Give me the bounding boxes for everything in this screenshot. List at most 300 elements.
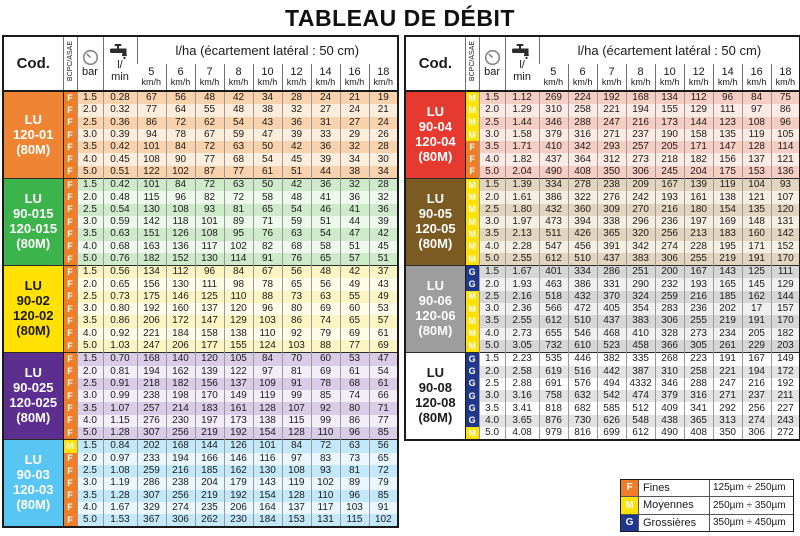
flow-value-cell: 68 xyxy=(282,241,311,253)
lmin-header xyxy=(103,36,137,91)
flow-value-cell: 86 xyxy=(340,415,369,427)
flow-value-cell: 335 xyxy=(626,353,655,366)
flow-value-cell: 230 xyxy=(224,514,253,527)
speed-unit: km/h xyxy=(746,77,767,88)
flow-value-cell: 191 xyxy=(742,253,771,266)
flow-value-cell: 65 xyxy=(253,204,282,216)
droplet-size-badge: F xyxy=(63,502,77,514)
flow-value-cell: 512 xyxy=(626,402,655,414)
flow-value-cell: 92 xyxy=(311,402,340,414)
flow-value-cell: 346 xyxy=(655,378,684,390)
speed-header xyxy=(771,64,800,91)
flow-value-cell: 192 xyxy=(597,91,626,104)
flow-value-cell: 139 xyxy=(195,366,224,378)
flow-value-cell: 27 xyxy=(340,117,369,129)
flow-value-cell: 270 xyxy=(626,204,655,216)
lmin-cell: 0.63 xyxy=(103,228,137,240)
flow-value-cell: 247 xyxy=(713,378,742,390)
flow-value-cell: 114 xyxy=(224,253,253,266)
flow-value-cell: 218 xyxy=(655,153,684,165)
flow-value-cell: 78 xyxy=(311,378,340,390)
flow-value-cell: 391 xyxy=(597,241,626,253)
flow-value-cell: 97 xyxy=(742,104,771,116)
flow-value-cell: 331 xyxy=(597,278,626,290)
droplet-size-badge: F xyxy=(63,353,77,366)
droplet-size-badge: F xyxy=(63,366,77,378)
flow-value-cell: 155 xyxy=(224,340,253,353)
flow-value-cell: 206 xyxy=(166,340,195,353)
flow-value-cell: 68 xyxy=(340,378,369,390)
flow-value-cell: 341 xyxy=(684,402,713,414)
flow-value-cell: 114 xyxy=(771,141,800,153)
flow-value-cell: 154 xyxy=(713,204,742,216)
speed-header xyxy=(137,64,166,91)
lmin-cell: 1.03 xyxy=(103,340,137,353)
flow-value-cell: 437 xyxy=(597,315,626,327)
flow-value-cell: 163 xyxy=(137,241,166,253)
lmin-label: l/ min xyxy=(111,58,129,83)
droplet-size-badge: F xyxy=(63,477,77,489)
flow-value-cell: 122 xyxy=(224,366,253,378)
flow-value-cell: 194 xyxy=(742,366,771,378)
lmin-cell: 1.29 xyxy=(505,104,539,116)
flow-value-cell: 116 xyxy=(253,453,282,465)
flow-value-cell: 63 xyxy=(311,291,340,303)
lmin-cell: 0.42 xyxy=(103,141,137,153)
flow-value-cell: 238 xyxy=(166,477,195,489)
pressure-cell: 2.0 xyxy=(479,104,505,116)
flow-value-cell: 365 xyxy=(597,228,626,240)
flow-value-cell: 383 xyxy=(626,315,655,327)
flow-value-cell: 173 xyxy=(655,117,684,129)
flow-value-cell: 45 xyxy=(369,241,398,253)
pressure-cell: 2.5 xyxy=(77,291,103,303)
lmin-cell: 4.08 xyxy=(505,427,539,440)
flow-value-cell: 77 xyxy=(195,153,224,165)
flow-value-cell: 316 xyxy=(684,390,713,402)
flow-value-cell: 84 xyxy=(742,91,771,104)
flow-value-cell: 121 xyxy=(742,191,771,203)
flow-value-cell: 818 xyxy=(539,402,568,414)
flow-value-cell: 28 xyxy=(369,179,398,192)
nozzle-code-label: LU 90-02 120-02 (80M) xyxy=(3,266,63,353)
flow-value-cell: 206 xyxy=(137,315,166,327)
droplet-size-badge: G xyxy=(465,266,479,279)
flow-value-cell: 387 xyxy=(626,366,655,378)
flow-value-cell: 166 xyxy=(195,453,224,465)
flow-value-cell: 151 xyxy=(137,228,166,240)
flow-value-cell: 146 xyxy=(166,291,195,303)
flow-value-cell: 494 xyxy=(597,378,626,390)
pressure-cell: 4.0 xyxy=(479,415,505,427)
flow-value-cell: 306 xyxy=(166,514,195,527)
flow-value-cell: 126 xyxy=(224,440,253,453)
flow-value-cell: 58 xyxy=(253,191,282,203)
flow-value-cell: 95 xyxy=(224,228,253,240)
flow-value-cell: 255 xyxy=(684,315,713,327)
nozzle-code-label: LU 90-04 120-04 (80M) xyxy=(405,91,465,179)
pressure-cell: 1.5 xyxy=(479,179,505,192)
flow-value-cell: 82 xyxy=(253,241,282,253)
flow-value-cell: 91 xyxy=(282,378,311,390)
flow-value-cell: 158 xyxy=(684,129,713,141)
flow-value-cell: 243 xyxy=(771,415,800,427)
pressure-cell: 4.0 xyxy=(77,502,103,514)
flow-value-cell: 137 xyxy=(742,153,771,165)
speed-header xyxy=(311,64,340,91)
flow-value-cell: 223 xyxy=(684,353,713,366)
flow-value-cell: 103 xyxy=(282,340,311,353)
lmin-cell: 1.19 xyxy=(103,477,137,489)
nozzle-code-label: LU 90-06 120-06 (80M) xyxy=(405,266,465,353)
flow-value-cell: 36 xyxy=(369,204,398,216)
flow-value-cell: 271 xyxy=(713,390,742,402)
pressure-cell: 3.5 xyxy=(77,141,103,153)
flow-value-cell: 124 xyxy=(253,340,282,353)
flow-value-cell: 117 xyxy=(311,502,340,514)
flow-value-cell: 55 xyxy=(195,104,224,116)
flow-value-cell: 103 xyxy=(340,502,369,514)
lmin-cell: 0.48 xyxy=(103,191,137,203)
flow-value-cell: 43 xyxy=(253,117,282,129)
droplet-size-badge: G xyxy=(465,353,479,366)
speed-unit: km/h xyxy=(775,77,796,88)
flow-value-cell: 148 xyxy=(742,216,771,228)
flow-value-cell: 61 xyxy=(369,328,398,340)
flow-value-cell: 408 xyxy=(684,427,713,440)
flow-value-cell: 80 xyxy=(282,303,311,315)
flow-value-cell: 197 xyxy=(195,415,224,427)
flow-value-cell: 128 xyxy=(742,141,771,153)
pressure-cell: 2.5 xyxy=(479,291,505,303)
flow-value-cell: 44 xyxy=(311,166,340,179)
lmin-cell: 1.08 xyxy=(103,465,137,477)
droplet-size-badge: M xyxy=(465,328,479,340)
flow-value-cell: 612 xyxy=(539,315,568,327)
pressure-cell: 3.5 xyxy=(77,228,103,240)
flow-value-cell: 216 xyxy=(655,204,684,216)
pressure-cell: 2.0 xyxy=(77,453,103,465)
flow-value-cell: 490 xyxy=(655,427,684,440)
flow-value-cell: 120 xyxy=(195,353,224,366)
speed-header xyxy=(684,64,713,91)
nozzle-code-label: LU 120-01 (80M) xyxy=(3,91,63,179)
flow-value-cell: 365 xyxy=(684,415,713,427)
flow-value-cell: 107 xyxy=(282,402,311,414)
droplet-size-badge: M xyxy=(465,253,479,266)
flow-value-cell: 259 xyxy=(655,291,684,303)
pressure-cell: 1.5 xyxy=(77,266,103,279)
flow-value-cell: 732 xyxy=(539,340,568,353)
flow-value-cell: 108 xyxy=(195,228,224,240)
flow-value-cell: 535 xyxy=(539,353,568,366)
flow-value-cell: 49 xyxy=(369,291,398,303)
flow-value-cell: 490 xyxy=(539,166,568,179)
flow-value-cell: 51 xyxy=(311,216,340,228)
flow-value-cell: 30 xyxy=(369,153,398,165)
flow-value-cell: 259 xyxy=(137,465,166,477)
droplet-size-badge: M xyxy=(465,91,479,104)
flow-value-cell: 167 xyxy=(742,353,771,366)
flow-value-cell: 204 xyxy=(195,477,224,489)
flow-value-cell: 139 xyxy=(684,179,713,192)
flow-value-cell: 157 xyxy=(771,303,800,315)
flow-value-cell: 96 xyxy=(195,266,224,279)
flow-value-cell: 96 xyxy=(713,91,742,104)
flow-value-cell: 162 xyxy=(742,291,771,303)
flow-value-cell: 76 xyxy=(253,228,282,240)
lmin-cell: 0.68 xyxy=(103,241,137,253)
flow-value-cell: 56 xyxy=(282,266,311,279)
nozzle-code-label: LU 90-05 120-05 (80M) xyxy=(405,179,465,266)
droplet-size-badge: M xyxy=(465,204,479,216)
flow-value-cell: 164 xyxy=(253,502,282,514)
flow-value-cell: 405 xyxy=(597,303,626,315)
droplet-size-badge: F xyxy=(63,141,77,153)
droplet-size-badge: F xyxy=(63,514,77,527)
flow-value-cell: 386 xyxy=(539,191,568,203)
flow-value-cell: 42 xyxy=(224,91,253,104)
flow-value-cell: 172 xyxy=(771,366,800,378)
flow-value-cell: 154 xyxy=(253,490,282,502)
flow-value-cell: 91 xyxy=(369,502,398,514)
nozzle-code-label: LU 90-025 120-025 (80M) xyxy=(3,353,63,440)
flow-value-cell: 221 xyxy=(137,328,166,340)
flow-value-cell: 290 xyxy=(626,278,655,290)
droplet-size-badge: F xyxy=(63,104,77,116)
flow-value-cell: 437 xyxy=(597,253,626,266)
flow-value-cell: 205 xyxy=(742,328,771,340)
droplet-size-badge: F xyxy=(63,390,77,402)
pressure-cell: 1.5 xyxy=(77,440,103,453)
flow-value-cell: 78 xyxy=(166,129,195,141)
flow-value-cell: 91 xyxy=(253,253,282,266)
pressure-cell: 4.0 xyxy=(77,328,103,340)
flow-value-cell: 140 xyxy=(166,353,195,366)
flow-value-cell: 96 xyxy=(166,191,195,203)
flow-value-cell: 456 xyxy=(568,241,597,253)
flow-value-cell: 90 xyxy=(166,153,195,165)
droplet-size-badge: F xyxy=(63,179,77,192)
flow-value-cell: 108 xyxy=(166,204,195,216)
flow-value-cell: 183 xyxy=(195,402,224,414)
flow-value-cell: 63 xyxy=(224,179,253,192)
flow-value-cell: 82 xyxy=(195,191,224,203)
flow-value-cell: 57 xyxy=(340,253,369,266)
flow-value-cell: 236 xyxy=(684,303,713,315)
speed-value: 14 xyxy=(319,66,332,78)
flow-value-cell: 72 xyxy=(369,465,398,477)
flow-value-cell: 120 xyxy=(771,204,800,216)
flow-value-cell: 64 xyxy=(166,104,195,116)
flow-value-cell: 468 xyxy=(597,328,626,340)
flow-value-cell: 84 xyxy=(253,353,282,366)
droplet-size-badge: M xyxy=(465,291,479,303)
flow-value-cell: 366 xyxy=(655,340,684,353)
bcpc-header xyxy=(465,36,479,91)
flow-value-cell: 129 xyxy=(224,315,253,327)
speed-value: 6 xyxy=(579,66,586,78)
pressure-cell: 2.5 xyxy=(77,204,103,216)
flow-value-cell: 229 xyxy=(742,340,771,353)
droplet-size-badge: F xyxy=(63,204,77,216)
lmin-cell: 0.99 xyxy=(103,390,137,402)
pressure-cell: 3.0 xyxy=(479,303,505,315)
flow-value-cell: 655 xyxy=(539,328,568,340)
flow-value-cell: 233 xyxy=(137,453,166,465)
flow-value-cell: 92 xyxy=(282,328,311,340)
flow-value-cell: 102 xyxy=(166,166,195,179)
flow-value-cell: 21 xyxy=(340,91,369,104)
droplet-size-badge: F xyxy=(63,166,77,179)
droplet-size-badge: M xyxy=(465,179,479,192)
flow-value-cell: 60 xyxy=(340,303,369,315)
flow-value-cell: 130 xyxy=(137,204,166,216)
speed-unit: km/h xyxy=(170,77,191,88)
lmin-cell: 0.42 xyxy=(103,179,137,192)
flow-value-cell: 67 xyxy=(253,266,282,279)
flow-value-cell: 36 xyxy=(282,117,311,129)
flow-value-cell: 256 xyxy=(166,490,195,502)
flow-value-cell: 47 xyxy=(369,353,398,366)
flow-value-cell: 256 xyxy=(166,427,195,440)
flow-value-cell: 576 xyxy=(568,378,597,390)
pressure-cell: 3.5 xyxy=(479,228,505,240)
pressure-cell: 2.0 xyxy=(479,191,505,203)
flow-value-cell: 144 xyxy=(771,291,800,303)
lmin-cell: 1.28 xyxy=(103,490,137,502)
droplet-size-badge: F xyxy=(63,402,77,414)
bar-label: bar xyxy=(82,65,98,78)
flow-value-cell: 610 xyxy=(568,340,597,353)
flow-value-cell: 28 xyxy=(369,141,398,153)
flow-value-cell: 66 xyxy=(369,390,398,402)
bar-header xyxy=(479,36,505,91)
droplet-size-badge: M xyxy=(465,216,479,228)
flow-value-cell: 184 xyxy=(166,328,195,340)
pressure-cell: 1.5 xyxy=(77,179,103,192)
legend-code-badge: M xyxy=(621,497,639,514)
pressure-cell: 2.5 xyxy=(77,117,103,129)
flow-value-cell: 43 xyxy=(369,278,398,290)
flow-value-cell: 42 xyxy=(369,228,398,240)
lmin-cell: 0.80 xyxy=(103,303,137,315)
flow-value-cell: 409 xyxy=(655,402,684,414)
flow-value-cell: 152 xyxy=(166,253,195,266)
flow-value-cell: 120 xyxy=(224,303,253,315)
flow-value-cell: 180 xyxy=(684,204,713,216)
droplet-size-badge: M xyxy=(465,117,479,129)
flow-value-cell: 142 xyxy=(137,216,166,228)
legend-name: Grossières xyxy=(643,516,697,529)
flow-value-cell: 184 xyxy=(253,514,282,527)
flow-value-cell: 65 xyxy=(282,278,311,290)
droplet-size-badge: F xyxy=(63,153,77,165)
flow-value-cell: 89 xyxy=(340,477,369,489)
flow-value-cell: 24 xyxy=(369,117,398,129)
flow-value-cell: 474 xyxy=(626,390,655,402)
flow-value-cell: 131 xyxy=(771,216,800,228)
flow-value-cell: 206 xyxy=(224,502,253,514)
flow-value-cell: 84 xyxy=(224,266,253,279)
flow-value-cell: 34 xyxy=(253,91,282,104)
pressure-cell: 5.0 xyxy=(77,340,103,353)
flow-value-cell: 153 xyxy=(282,514,311,527)
flow-value-cell: 72 xyxy=(195,141,224,153)
flow-value-cell: 102 xyxy=(224,241,253,253)
flow-value-cell: 79 xyxy=(369,477,398,489)
speed-header xyxy=(253,64,282,91)
flow-value-cell: 296 xyxy=(626,216,655,228)
flow-value-cell: 379 xyxy=(655,390,684,402)
flow-value-cell: 79 xyxy=(311,328,340,340)
flow-value-cell: 255 xyxy=(684,253,713,266)
lmin-header xyxy=(505,36,539,91)
lmin-cell: 0.91 xyxy=(103,378,137,390)
pressure-cell: 3.5 xyxy=(479,402,505,414)
flow-value-cell: 119 xyxy=(282,477,311,489)
pressure-cell: 1.5 xyxy=(479,91,505,104)
flow-value-cell: 542 xyxy=(597,390,626,402)
flow-value-cell: 77 xyxy=(224,166,253,179)
pressure-cell: 2.0 xyxy=(77,104,103,116)
flow-value-cell: 247 xyxy=(597,117,626,129)
legend-name: Fines xyxy=(643,481,670,494)
flow-value-cell: 268 xyxy=(655,353,684,366)
speed-header xyxy=(597,64,626,91)
flow-value-cell: 224 xyxy=(568,91,597,104)
lmin-cell: 0.97 xyxy=(103,453,137,465)
lmin-cell: 1.53 xyxy=(103,514,137,527)
flow-value-cell: 458 xyxy=(626,340,655,353)
flow-value-cell: 876 xyxy=(539,415,568,427)
flow-value-cell: 682 xyxy=(568,402,597,414)
lmin-cell: 1.12 xyxy=(505,91,539,104)
droplet-size-badge: M xyxy=(465,129,479,141)
flow-value-cell: 117 xyxy=(195,241,224,253)
lmin-cell: 2.28 xyxy=(505,241,539,253)
flow-value-cell: 510 xyxy=(568,315,597,327)
flow-value-cell: 125 xyxy=(195,291,224,303)
flow-value-cell: 286 xyxy=(137,477,166,489)
flow-value-cell: 108 xyxy=(282,465,311,477)
bcpc-asae-label: BCPC/ASAE xyxy=(468,40,476,82)
speed-unit: km/h xyxy=(257,77,278,88)
flow-value-cell: 138 xyxy=(253,415,282,427)
bar-header xyxy=(77,36,103,91)
flow-value-cell: 72 xyxy=(224,191,253,203)
flow-value-cell: 473 xyxy=(539,216,568,228)
lmin-cell: 1.61 xyxy=(505,191,539,203)
flow-value-cell: 96 xyxy=(253,303,282,315)
droplet-size-badge: F xyxy=(63,241,77,253)
flow-value-cell: 50 xyxy=(253,141,282,153)
flow-value-cell: 103 xyxy=(253,315,282,327)
lmin-cell: 1.67 xyxy=(505,266,539,279)
flow-value-cell: 21 xyxy=(369,104,398,116)
pressure-cell: 1.5 xyxy=(77,91,103,104)
flow-value-cell: 338 xyxy=(597,216,626,228)
flow-value-cell: 128 xyxy=(282,427,311,440)
flow-value-cell: 699 xyxy=(597,427,626,440)
flow-value-cell: 342 xyxy=(626,241,655,253)
flow-value-cell: 329 xyxy=(137,502,166,514)
droplet-size-badge: M xyxy=(465,303,479,315)
flow-value-cell: 312 xyxy=(597,153,626,165)
flow-value-cell: 145 xyxy=(742,278,771,290)
nozzle-code-label: LU 90-08 120-08 (80M) xyxy=(405,353,465,441)
lmin-cell: 2.88 xyxy=(505,378,539,390)
